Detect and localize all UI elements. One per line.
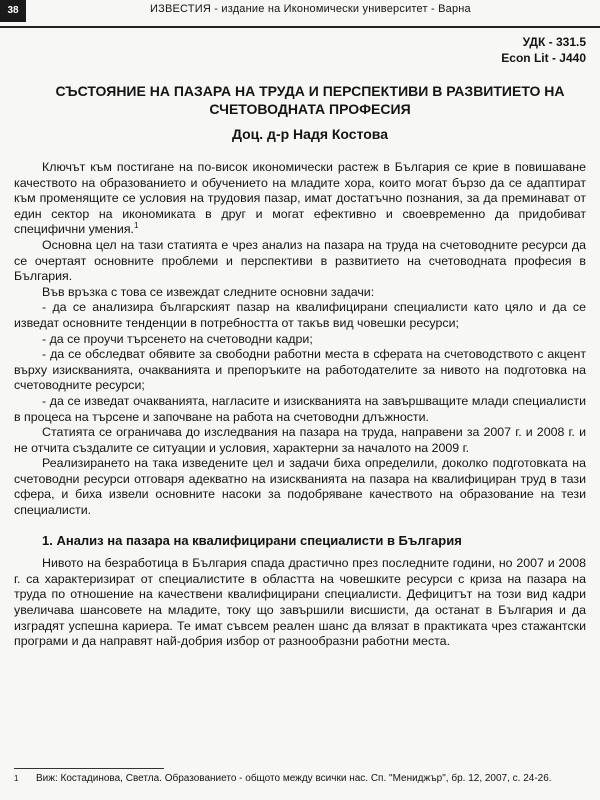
- task-list-item: - да се анализира българският пазар на квалифицирани специалисти като цяло и да се изведат основните тенденции в потребността от такъв вид човешки ресурси;: [14, 300, 586, 330]
- running-header: [0, 0, 600, 28]
- body-paragraph: Основна цел на тази статията е чрез анализ на пазара на труда на счетоводните ресурси да се очертаят основните проблеми и перспективи в развитието на счетоводната професия в България.: [14, 237, 586, 284]
- udk-code: УДК - 331.5: [522, 35, 586, 49]
- econlit-code: Econ Lit - J440: [501, 51, 586, 65]
- article-author: Доц. д-р Надя Костова: [231, 126, 389, 142]
- section-heading: 1. Анализ на пазара на квалифицирани специалисти в България: [42, 532, 462, 548]
- body-paragraph: Реализирането на така изведените цел и задачи биха определили, доколко подготовката на счетоводни ресурси отговаря адекватно на изискванията на пазара на квалифициран труд в тази сфера, и биха извели основните насоки за подобряване качеството на образование на тези специалисти.: [14, 456, 586, 518]
- footnote-divider: [14, 768, 164, 769]
- footnote-mark: 1: [14, 774, 19, 783]
- article-body: [14, 160, 586, 650]
- journal-running-head: ИЗВЕСТИЯ - издание на Икономически университет - Варна: [150, 3, 471, 15]
- article-title: СЪСТОЯНИЕ НА ПАЗАРА НА ТРУДА И ПЕРСПЕКТИВИ В РАЗВИТИЕТО НА СЧЕТОВОДНАТА ПРОФЕСИЯ: [55, 83, 565, 117]
- body-paragraph: [14, 160, 586, 238]
- footnote-reference: 1: [133, 221, 139, 231]
- task-list-item: - да се изведат очакванията, нагласите и изискванията на завършващите млади специалисти в процеса на търсене и започване на работа на счетоводни длъжности.: [14, 393, 586, 424]
- body-paragraph: Нивото на безработица в България спада драстично през последните години, но 2007 и 2008 г. са характеризират от специалистите в областта на човешките ресурси с криза на пазара на труда по отношение на качествени квалифицирани специалисти. Дефицитът на този вид кадри увеличава шансовете на младите, току що завършили висшисти, да останат в България и да изградят успешна кариера. Те имат съвсем реален шанс да влязат в практиката чрез стажантски програми и да направят най-добрия избор от разнообразни работни места.: [14, 556, 586, 649]
- task-list-item: - да се проучи търсенето на счетоводни кадри;: [42, 331, 313, 346]
- footnote-text: Виж: Костадинова, Светла. Образованието - общото между всички нас. Сп. "Мениджър", бр. 12, 2007, с. 24-26.: [36, 773, 552, 784]
- body-paragraph: Във връзка с това се извеждат следните основни задачи:: [42, 284, 375, 299]
- paragraph-text: Ключът към постигане на по-висок икономически растеж в България се крие в повишаване качеството на образованието и обучението на младите хора, които могат бързо да се адаптират към променящите се условия на трудовия пазар, имат достатъчно познания, за да преминават от един сектор на икономиката в друг и могат ефективно и своевременно да придобиват специфични умения.: [14, 160, 586, 237]
- body-paragraph: Статията се ограничава до изследвания на пазара на труда, направени за 2007 г. и 2008 г. и не отчита създалите се ситуации и условия, характерни за началото на 2009 г.: [14, 425, 586, 455]
- footnote: [14, 772, 586, 785]
- classification-codes: [501, 34, 586, 66]
- task-list-item: - да се обследват обявите за свободни работни места в сферата на счетоводството с акцент върху изискванията, очакванията и препоръките на работодателите за нивото на подготовка на счетоводните ресурси;: [14, 347, 586, 393]
- page-number: 38: [0, 0, 26, 22]
